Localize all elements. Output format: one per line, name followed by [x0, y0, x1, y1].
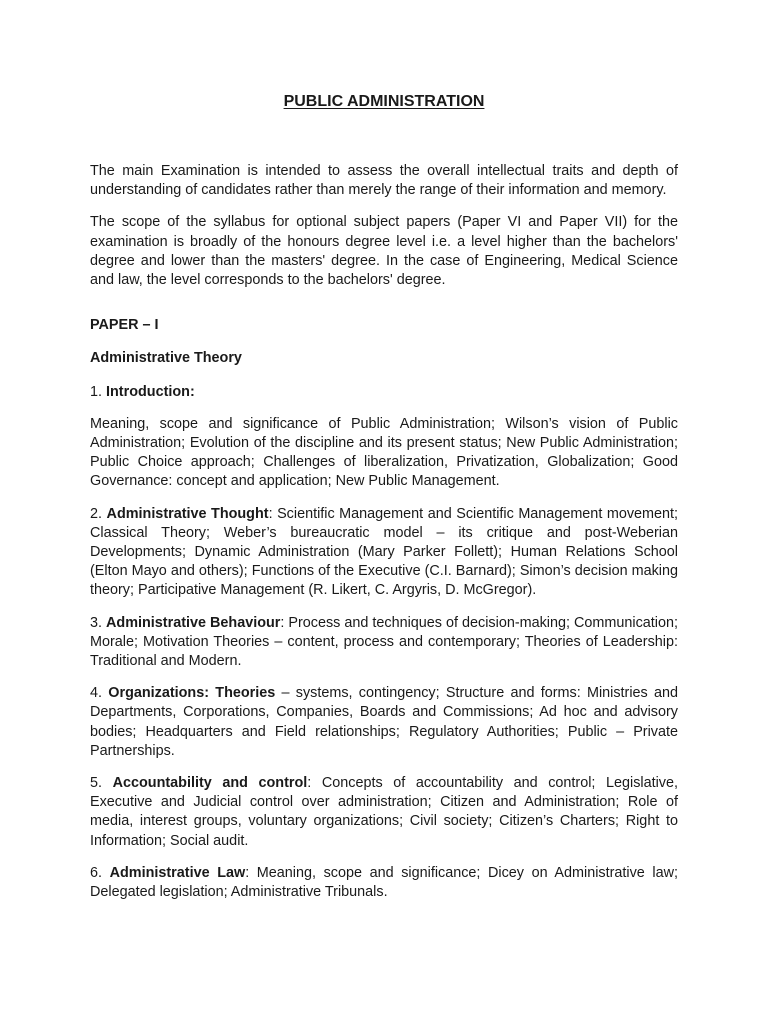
intro-paragraph-2: The scope of the syllabus for optional subject papers (Paper VI and Paper VII) for the examination is broadly of the honours degree level i.e. a level higher than the bachelors' degree and lower than the masters' degree. In the case of Engineering, Medical Science and law, the level corresponds to the bachelors' degree.	[90, 214, 678, 289]
topic-2-body: Scientific Management and Scientific Management movement; Classical Theory; Weber’s bureaucratic model – its critique and post-Weberian Developments; Dynamic Administration (Mary Parker Follett); Human Relations School (Elton Mayo and others); Functions of the Executive (C.I. Barnard); Simon’s decision making theory; Participative Management (R. Likert, C. Argyris, D. McGregor).	[90, 505, 679, 599]
topic-1-body: Meaning, scope and significance of Public Administration; Wilson’s vision of Public Administration; Evolution of the discipline and its present status; New Public Administration; Public Choice approach; Challenges of liberalization, Privatization, Globalization; Good Governance: concept and application; New Public Management.	[90, 415, 678, 490]
topic-4-number: 4.	[90, 685, 103, 702]
topic-4-body: – systems, contingency; Structure and forms: Ministries and Departments, Corporations, Companies, Boards and Commissions; Ad hoc and advisory bodies; Headquarters and Field relationships; Regulatory Authorities; Public – Private Partnerships.	[90, 685, 678, 759]
topic-4-title: Organizations: Theories	[108, 685, 276, 702]
topic-5-title: Accountability and control	[112, 775, 308, 792]
topic-3-body: Process and techniques of decision-making; Communication; Morale; Motivation Theories – content, process and contemporary; Theories of Leadership: Traditional and Modern.	[90, 614, 678, 670]
topic-1-heading	[90, 383, 678, 402]
topic-5-body: Concepts of accountability and control; Legislative, Executive and Judicial control over administration; Citizen and Administration; Role of media, interest groups, voluntary organizations; Civil society; Citizen’s Charters; Right to Information; Social audit.	[90, 775, 678, 849]
topic-1-title: Introduction:	[106, 383, 195, 400]
document-title: PUBLIC ADMINISTRATION	[283, 93, 485, 110]
topic-6	[90, 864, 678, 902]
topic-2-number: 2.	[90, 505, 103, 522]
intro-paragraph-1: The main Examination is intended to assess the overall intellectual traits and depth of understanding of candidates rather than merely the range of their information and memory.	[90, 163, 678, 199]
topic-3-title: Administrative Behaviour	[106, 614, 281, 631]
topic-6-number: 6.	[90, 864, 103, 881]
topic-3-separator: :	[280, 614, 285, 631]
topic-5-number: 5.	[90, 775, 103, 792]
topic-2-separator: :	[268, 505, 273, 522]
paper-heading: PAPER – I	[90, 317, 159, 334]
topic-2	[90, 505, 678, 601]
topic-6-body: Meaning, scope and significance; Dicey on Administrative law; Delegated legislation; Administrative Tribunals.	[90, 864, 678, 901]
topic-2-title: Administrative Thought	[106, 505, 269, 522]
topic-1-number: 1.	[90, 383, 103, 400]
topic-6-title: Administrative Law	[109, 864, 246, 881]
topic-3	[90, 614, 678, 672]
topic-5-separator: :	[307, 775, 312, 792]
topic-4	[90, 684, 678, 761]
topic-5	[90, 774, 678, 851]
topic-6-separator: :	[245, 864, 250, 881]
section-heading: Administrative Theory	[90, 350, 242, 367]
topic-3-number: 3.	[90, 614, 103, 631]
